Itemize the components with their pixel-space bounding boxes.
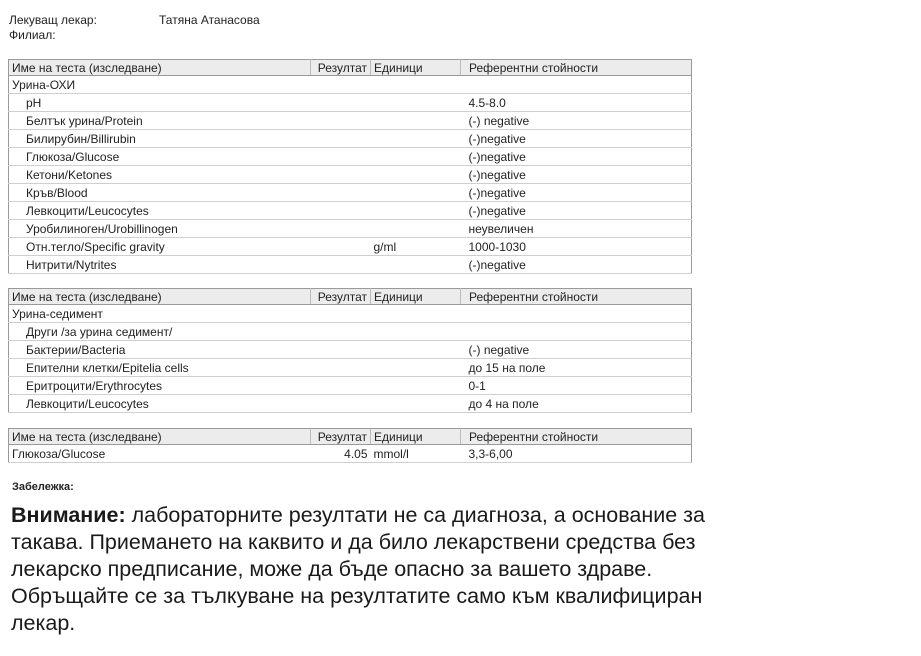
table-row	[9, 202, 692, 220]
doctor-field	[9, 13, 260, 27]
test-units	[371, 148, 461, 166]
test-ref: 0-1	[461, 377, 692, 395]
col-header-ref: Референтни стойности	[461, 429, 692, 445]
glucose-table	[8, 428, 692, 463]
test-ref: до 15 на поле	[461, 359, 692, 377]
test-name: Кетони/Ketones	[9, 166, 311, 184]
test-ref: 3,3-6,00	[461, 445, 692, 463]
table-row	[9, 112, 692, 130]
table-row	[9, 359, 692, 377]
test-units	[371, 220, 461, 238]
test-ref	[461, 323, 692, 341]
note-label: Забележка:	[12, 481, 74, 493]
col-header-name: Име на теста (изследване)	[9, 429, 311, 445]
test-units	[371, 395, 461, 413]
header-row	[9, 289, 692, 305]
col-header-units: Единици	[371, 289, 461, 305]
test-units	[371, 130, 461, 148]
test-units: mmol/l	[371, 445, 461, 463]
table-row	[9, 238, 692, 256]
test-result	[311, 112, 371, 130]
warning-body: лабораторните резултати не са диагноза, а основание за такава. Приемането на каквито и да било лекарствени средства без лекарско предписание, може да бъде опасно за вашето здраве. Обръщайте се за тълкуване на резултатите само към квалифициран лекар.	[11, 503, 705, 635]
warning-text	[11, 502, 711, 637]
table-row	[9, 395, 692, 413]
test-units	[371, 341, 461, 359]
test-name: Еритроцити/Erythrocytes	[9, 377, 311, 395]
test-units	[371, 256, 461, 274]
test-units	[371, 323, 461, 341]
test-ref: (-)negative	[461, 148, 692, 166]
branch-field	[9, 28, 56, 42]
test-ref: 4.5-8.0	[461, 94, 692, 112]
test-result	[311, 377, 371, 395]
test-units	[371, 202, 461, 220]
doctor-label: Лекуващ лекар:	[9, 13, 97, 27]
test-name: Левкоцити/Leucocytes	[9, 202, 311, 220]
col-header-ref: Референтни стойности	[461, 60, 692, 76]
test-units	[371, 166, 461, 184]
table-row	[9, 130, 692, 148]
col-header-result: Резултат	[311, 289, 371, 305]
test-name: Уробилиноген/Urobillinogen	[9, 220, 311, 238]
test-result	[311, 238, 371, 256]
test-result	[311, 341, 371, 359]
group-name: Урина-ОХИ	[9, 76, 692, 94]
group-row	[9, 76, 692, 94]
test-ref: (-) negative	[461, 112, 692, 130]
test-name: Левкоцити/Leucocytes	[9, 395, 311, 413]
test-units	[371, 184, 461, 202]
table-row	[9, 256, 692, 274]
group-row	[9, 305, 692, 323]
test-ref: (-)negative	[461, 166, 692, 184]
test-units: g/ml	[371, 238, 461, 256]
test-result	[311, 184, 371, 202]
urine-sediment-table	[8, 288, 692, 413]
branch-label: Филиал:	[9, 28, 56, 42]
test-result	[311, 166, 371, 184]
test-result	[311, 395, 371, 413]
test-name: Глюкоза/Glucose	[9, 148, 311, 166]
test-ref: (-) negative	[461, 341, 692, 359]
urine-general-table	[8, 59, 692, 274]
warning-bold: Внимание:	[11, 503, 126, 527]
test-ref: (-)negative	[461, 202, 692, 220]
header-row	[9, 60, 692, 76]
col-header-result: Резултат	[311, 429, 371, 445]
table-row	[9, 166, 692, 184]
test-result	[311, 148, 371, 166]
test-name: Други /за урина седимент/	[9, 323, 311, 341]
doctor-name: Татяна Атанасова	[159, 13, 260, 27]
group-name: Урина-седимент	[9, 305, 692, 323]
test-ref: (-)negative	[461, 130, 692, 148]
test-name: Билирубин/Billirubin	[9, 130, 311, 148]
table-row	[9, 94, 692, 112]
table-row	[9, 445, 692, 463]
test-result	[311, 202, 371, 220]
test-name: Епителни клетки/Epitelia cells	[9, 359, 311, 377]
col-header-name: Име на теста (изследване)	[9, 289, 311, 305]
test-result	[311, 359, 371, 377]
test-name: Бактерии/Bacteria	[9, 341, 311, 359]
table-row	[9, 184, 692, 202]
test-name: Глюкоза/Glucose	[9, 445, 311, 463]
table-row	[9, 148, 692, 166]
col-header-units: Единици	[371, 60, 461, 76]
test-units	[371, 359, 461, 377]
col-header-units: Единици	[371, 429, 461, 445]
table-row	[9, 220, 692, 238]
test-name: Белтък урина/Protein	[9, 112, 311, 130]
test-result	[311, 256, 371, 274]
test-name: Отн.тегло/Specific gravity	[9, 238, 311, 256]
table-row	[9, 341, 692, 359]
col-header-ref: Референтни стойности	[461, 289, 692, 305]
test-result	[311, 130, 371, 148]
col-header-name: Име на теста (изследване)	[9, 60, 311, 76]
test-ref: 1000-1030	[461, 238, 692, 256]
test-name: Кръв/Blood	[9, 184, 311, 202]
test-name: pH	[9, 94, 311, 112]
test-units	[371, 94, 461, 112]
header-row	[9, 429, 692, 445]
test-result	[311, 94, 371, 112]
test-units	[371, 112, 461, 130]
table-row	[9, 323, 692, 341]
test-result	[311, 220, 371, 238]
test-ref: (-)negative	[461, 184, 692, 202]
col-header-result: Резултат	[311, 60, 371, 76]
test-ref: до 4 на поле	[461, 395, 692, 413]
test-result: 4.05	[311, 445, 371, 463]
test-name: Нитрити/Nytrites	[9, 256, 311, 274]
test-units	[371, 377, 461, 395]
test-ref: (-)negative	[461, 256, 692, 274]
test-result	[311, 323, 371, 341]
table-row	[9, 377, 692, 395]
test-ref: неувеличен	[461, 220, 692, 238]
